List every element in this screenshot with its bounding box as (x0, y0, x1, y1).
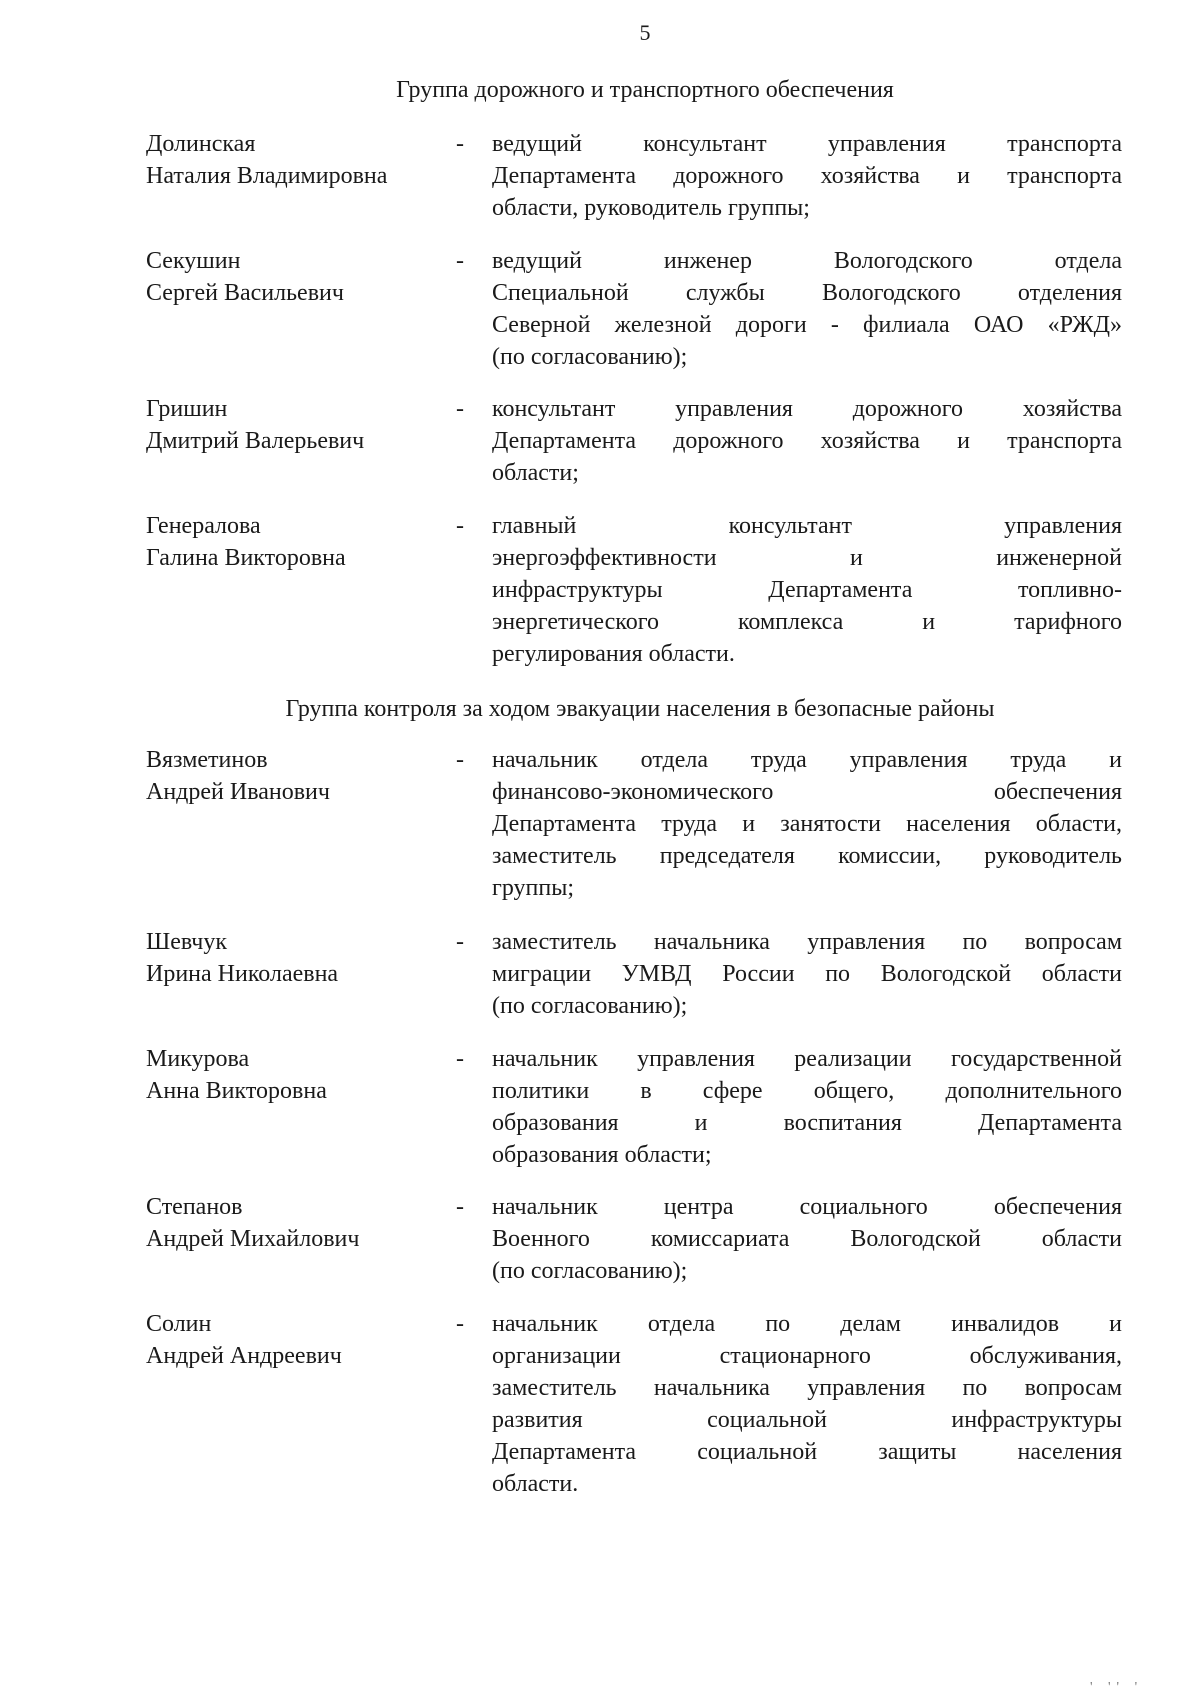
member-position (492, 245, 1122, 373)
member-given-names: Сергей Васильевич (146, 280, 344, 306)
member-name (146, 926, 446, 990)
member-surname: Микурова (146, 1046, 250, 1072)
position-line: (по согласованию); (492, 993, 688, 1019)
position-line: заместитель председателя комиссии, руководитель (492, 843, 1122, 869)
member-name (146, 1043, 446, 1107)
position-line: (по согласованию); (492, 344, 688, 370)
dash-separator: - (456, 396, 464, 422)
position-line: Департамента дорожного хозяйства и транспорта (492, 163, 1122, 189)
member-position (492, 393, 1122, 489)
position-line: Северной железной дороги - филиала ОАО «РЖД» (492, 312, 1122, 338)
dash-separator: - (456, 513, 464, 539)
position-line: заместитель начальника управления по вопросам (492, 929, 1122, 955)
dash-separator: - (456, 1311, 464, 1337)
position-line: развития социальной инфраструктуры (492, 1407, 1122, 1433)
scan-mark: ' '' ' (1090, 1680, 1144, 1695)
position-line: области. (492, 1471, 579, 1497)
position-line: области; (492, 460, 579, 486)
position-line: Департамента дорожного хозяйства и транспорта (492, 428, 1122, 454)
position-line: политики в сфере общего, дополнительного (492, 1078, 1122, 1104)
member-position (492, 1191, 1122, 1287)
position-line: энергетического комплекса и тарифного (492, 609, 1122, 635)
member-surname: Степанов (146, 1194, 243, 1220)
position-line: группы; (492, 875, 575, 901)
member-surname: Долинская (146, 131, 256, 157)
member-name (146, 1191, 446, 1255)
position-line: Специальной службы Вологодского отделения (492, 280, 1122, 306)
position-line: заместитель начальника управления по вопросам (492, 1375, 1122, 1401)
member-position (492, 1043, 1122, 1171)
member-surname: Солин (146, 1311, 212, 1337)
position-line: начальник отдела труда управления труда и (492, 747, 1122, 773)
dash-separator: - (456, 248, 464, 274)
member-surname: Генералова (146, 513, 261, 539)
member-name (146, 744, 446, 808)
member-given-names: Андрей Михайлович (146, 1226, 360, 1252)
position-line: консультант управления дорожного хозяйства (492, 396, 1122, 422)
group-title-transport: Группа дорожного и транспортного обеспечения (396, 77, 894, 103)
member-position (492, 510, 1122, 670)
position-line: организации стационарного обслуживания, (492, 1343, 1122, 1369)
member-position (492, 128, 1122, 224)
position-line: образования области; (492, 1142, 712, 1168)
member-given-names: Наталия Владимировна (146, 163, 388, 189)
member-position (492, 1308, 1122, 1500)
member-surname: Секушин (146, 248, 241, 274)
position-line: начальник центра социального обеспечения (492, 1194, 1122, 1220)
member-name (146, 128, 446, 192)
position-line: начальник отдела по делам инвалидов и (492, 1311, 1122, 1337)
dash-separator: - (456, 747, 464, 773)
member-surname: Шевчук (146, 929, 228, 955)
dash-separator: - (456, 1046, 464, 1072)
position-line: Военного комиссариата Вологодской области (492, 1226, 1122, 1252)
position-line: (по согласованию); (492, 1258, 688, 1284)
position-line: главный консультант управления (492, 513, 1122, 539)
position-line: миграции УМВД России по Вологодской области (492, 961, 1122, 987)
dash-separator: - (456, 131, 464, 157)
position-line: ведущий инженер Вологодского отдела (492, 248, 1122, 274)
member-name (146, 510, 446, 574)
position-line: регулирования области. (492, 641, 735, 667)
member-name (146, 245, 446, 309)
member-given-names: Ирина Николаевна (146, 961, 339, 987)
dash-separator: - (456, 929, 464, 955)
member-given-names: Дмитрий Валерьевич (146, 428, 365, 454)
member-position (492, 744, 1122, 904)
position-line: начальник управления реализации государственной (492, 1046, 1122, 1072)
position-line: Департамента труда и занятости населения области, (492, 811, 1122, 837)
position-line: ведущий консультант управления транспорта (492, 131, 1122, 157)
member-given-names: Галина Викторовна (146, 545, 346, 571)
member-given-names: Андрей Андреевич (146, 1343, 342, 1369)
position-line: финансово-экономического обеспечения (492, 779, 1122, 805)
member-name (146, 393, 446, 457)
position-line: Департамента социальной защиты населения (492, 1439, 1122, 1465)
dash-separator: - (456, 1194, 464, 1220)
group-title-evacuation: Группа контроля за ходом эвакуации населения в безопасные районы (285, 696, 995, 722)
page-number: 5 (639, 20, 651, 45)
member-given-names: Анна Викторовна (146, 1078, 327, 1104)
member-name (146, 1308, 446, 1372)
member-position (492, 926, 1122, 1022)
member-surname: Гришин (146, 396, 228, 422)
position-line: инфраструктуры Департамента топливно- (492, 577, 1122, 603)
member-given-names: Андрей Иванович (146, 779, 330, 805)
position-line: области, руководитель группы; (492, 195, 810, 221)
member-surname: Вязметинов (146, 747, 268, 773)
position-line: образования и воспитания Департамента (492, 1110, 1122, 1136)
position-line: энергоэффективности и инженерной (492, 545, 1122, 571)
